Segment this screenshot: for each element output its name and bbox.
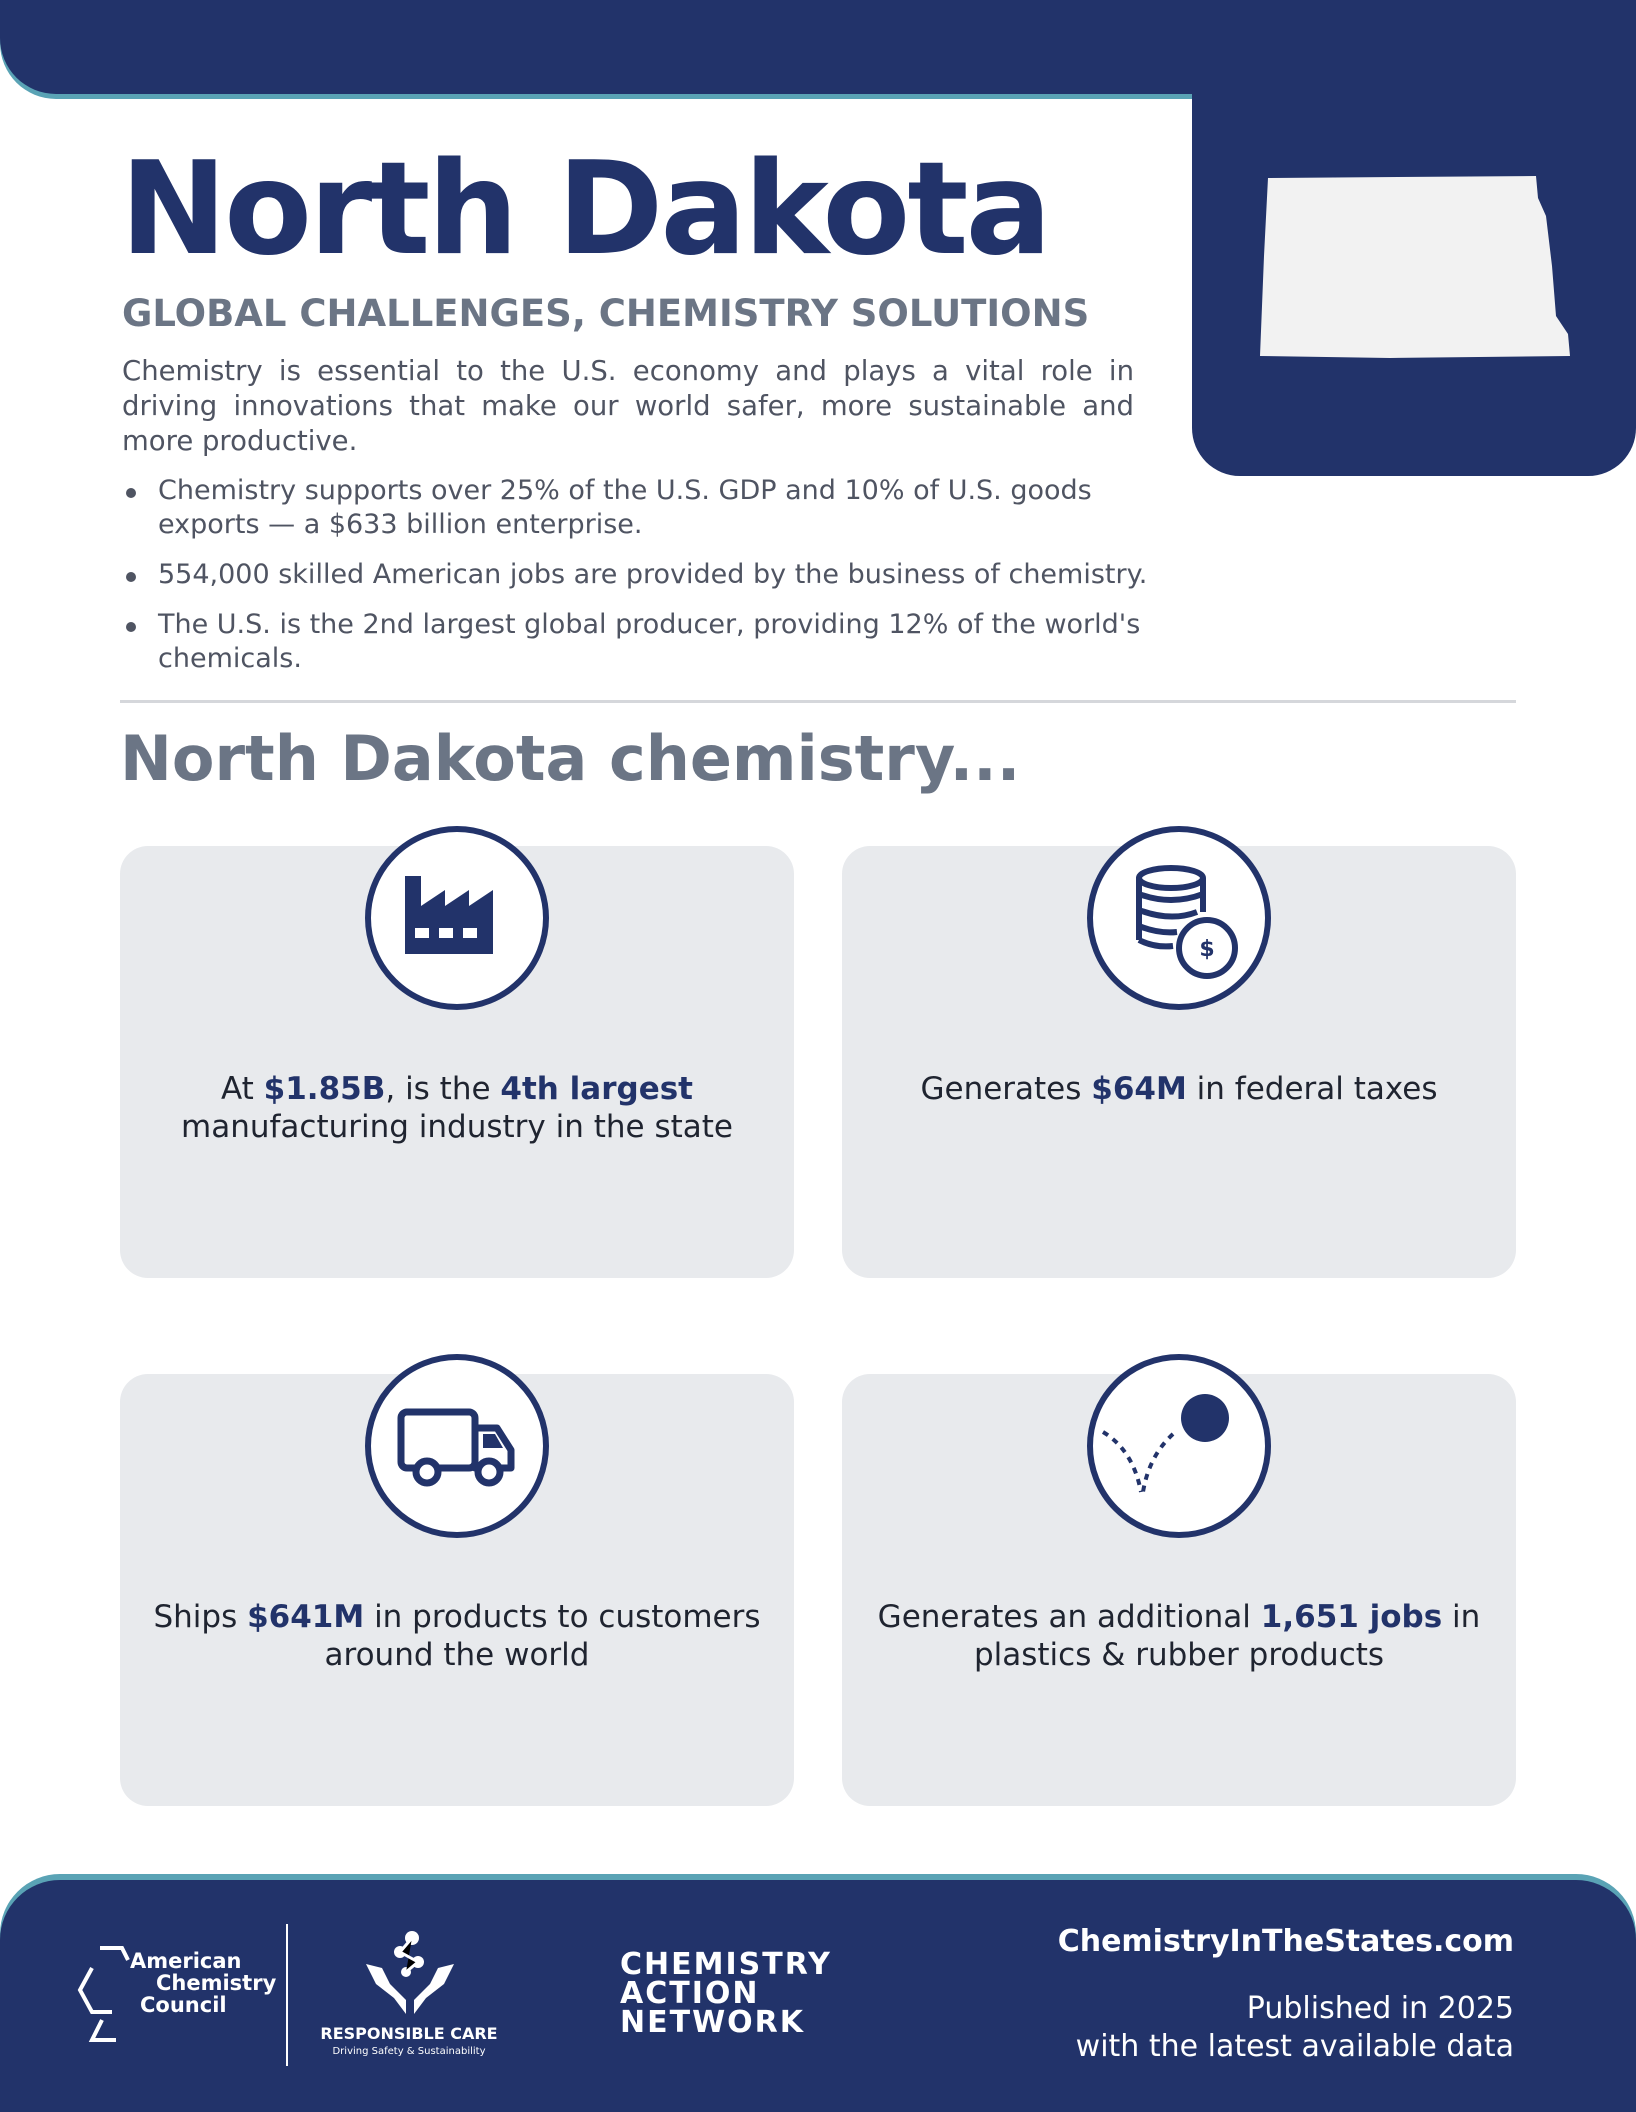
intro-paragraph: Chemistry is essential to the U.S. economy and plays a vital role in driving innovations that make our world safer, more sustainable and more productive. [122,355,1134,457]
card-text [140,1070,774,1146]
chemistry-action-network-logo [620,1947,832,2040]
section-heading: North Dakota chemistry... [120,722,1021,795]
card-text-post: in plastics & rubber products [973,1599,1481,1673]
website-link[interactable]: ChemistryInTheStates.com [1057,1924,1514,1959]
north-dakota-map-icon [1192,86,1636,476]
footer-separator [286,1924,288,2066]
state-map-panel [1192,86,1636,476]
svg-text:$: $ [1199,937,1215,962]
card-text-mid: , is the [385,1071,501,1107]
card-highlight-value: $641M [247,1599,365,1635]
card-text [862,1070,1496,1108]
page-title: North Dakota [120,135,1049,284]
acc-logo-text [130,1950,276,2016]
card-text-pre: Generates an additional [877,1599,1261,1635]
divider [120,700,1516,703]
factory-icon [365,826,549,1010]
card-highlight-value: $64M [1091,1071,1187,1107]
list-item: 554,000 skilled American jobs are provided by the business of chemistry. [122,558,1162,592]
acc-line: Council [140,1993,227,2017]
card-text-post: in federal taxes [1186,1071,1438,1107]
responsible-care-tagline: Driving Safety & Sustainability [332,2046,486,2057]
truck-icon [365,1354,549,1538]
list-item: The U.S. is the 2nd largest global producer, providing 12% of the world's chemicals. [122,608,1162,676]
card-text [140,1598,774,1674]
published-line: Published in 2025 [1246,1991,1514,2026]
acc-line: Chemistry [156,1971,277,1995]
responsible-care-title: RESPONSIBLE CARE [320,2024,498,2043]
responsible-care-hands-icon [360,1928,460,2020]
card-highlight-value: $1.85B [263,1071,386,1107]
can-line: ACTION [620,1976,760,2011]
card-text [862,1598,1496,1674]
card-text-pre: Ships [153,1599,248,1635]
list-item: Chemistry supports over 25% of the U.S. GDP and 10% of U.S. goods exports — a $633 billion enterprise. [122,474,1162,542]
card-highlight-rank: 4th largest [500,1071,693,1107]
card-highlight-value: 1,651 jobs [1260,1599,1443,1635]
fact-list [122,474,1162,692]
plastics-icon [1087,1354,1271,1538]
published-line: with the latest available data [1075,2029,1514,2064]
can-line: NETWORK [620,2005,806,2040]
card-text-post: in products to customers around the world [324,1599,761,1673]
top-band [0,0,1636,94]
card-text-pre: At [221,1071,264,1107]
coins-icon [1087,826,1271,1010]
card-text-post: manufacturing industry in the state [181,1109,733,1145]
published-note [1076,1990,1514,2066]
card-text-pre: Generates [920,1071,1092,1107]
acc-line: American [130,1949,242,1973]
can-line: CHEMISTRY [620,1947,832,1982]
page-subtitle: GLOBAL CHALLENGES, CHEMISTRY SOLUTIONS [122,292,1090,335]
